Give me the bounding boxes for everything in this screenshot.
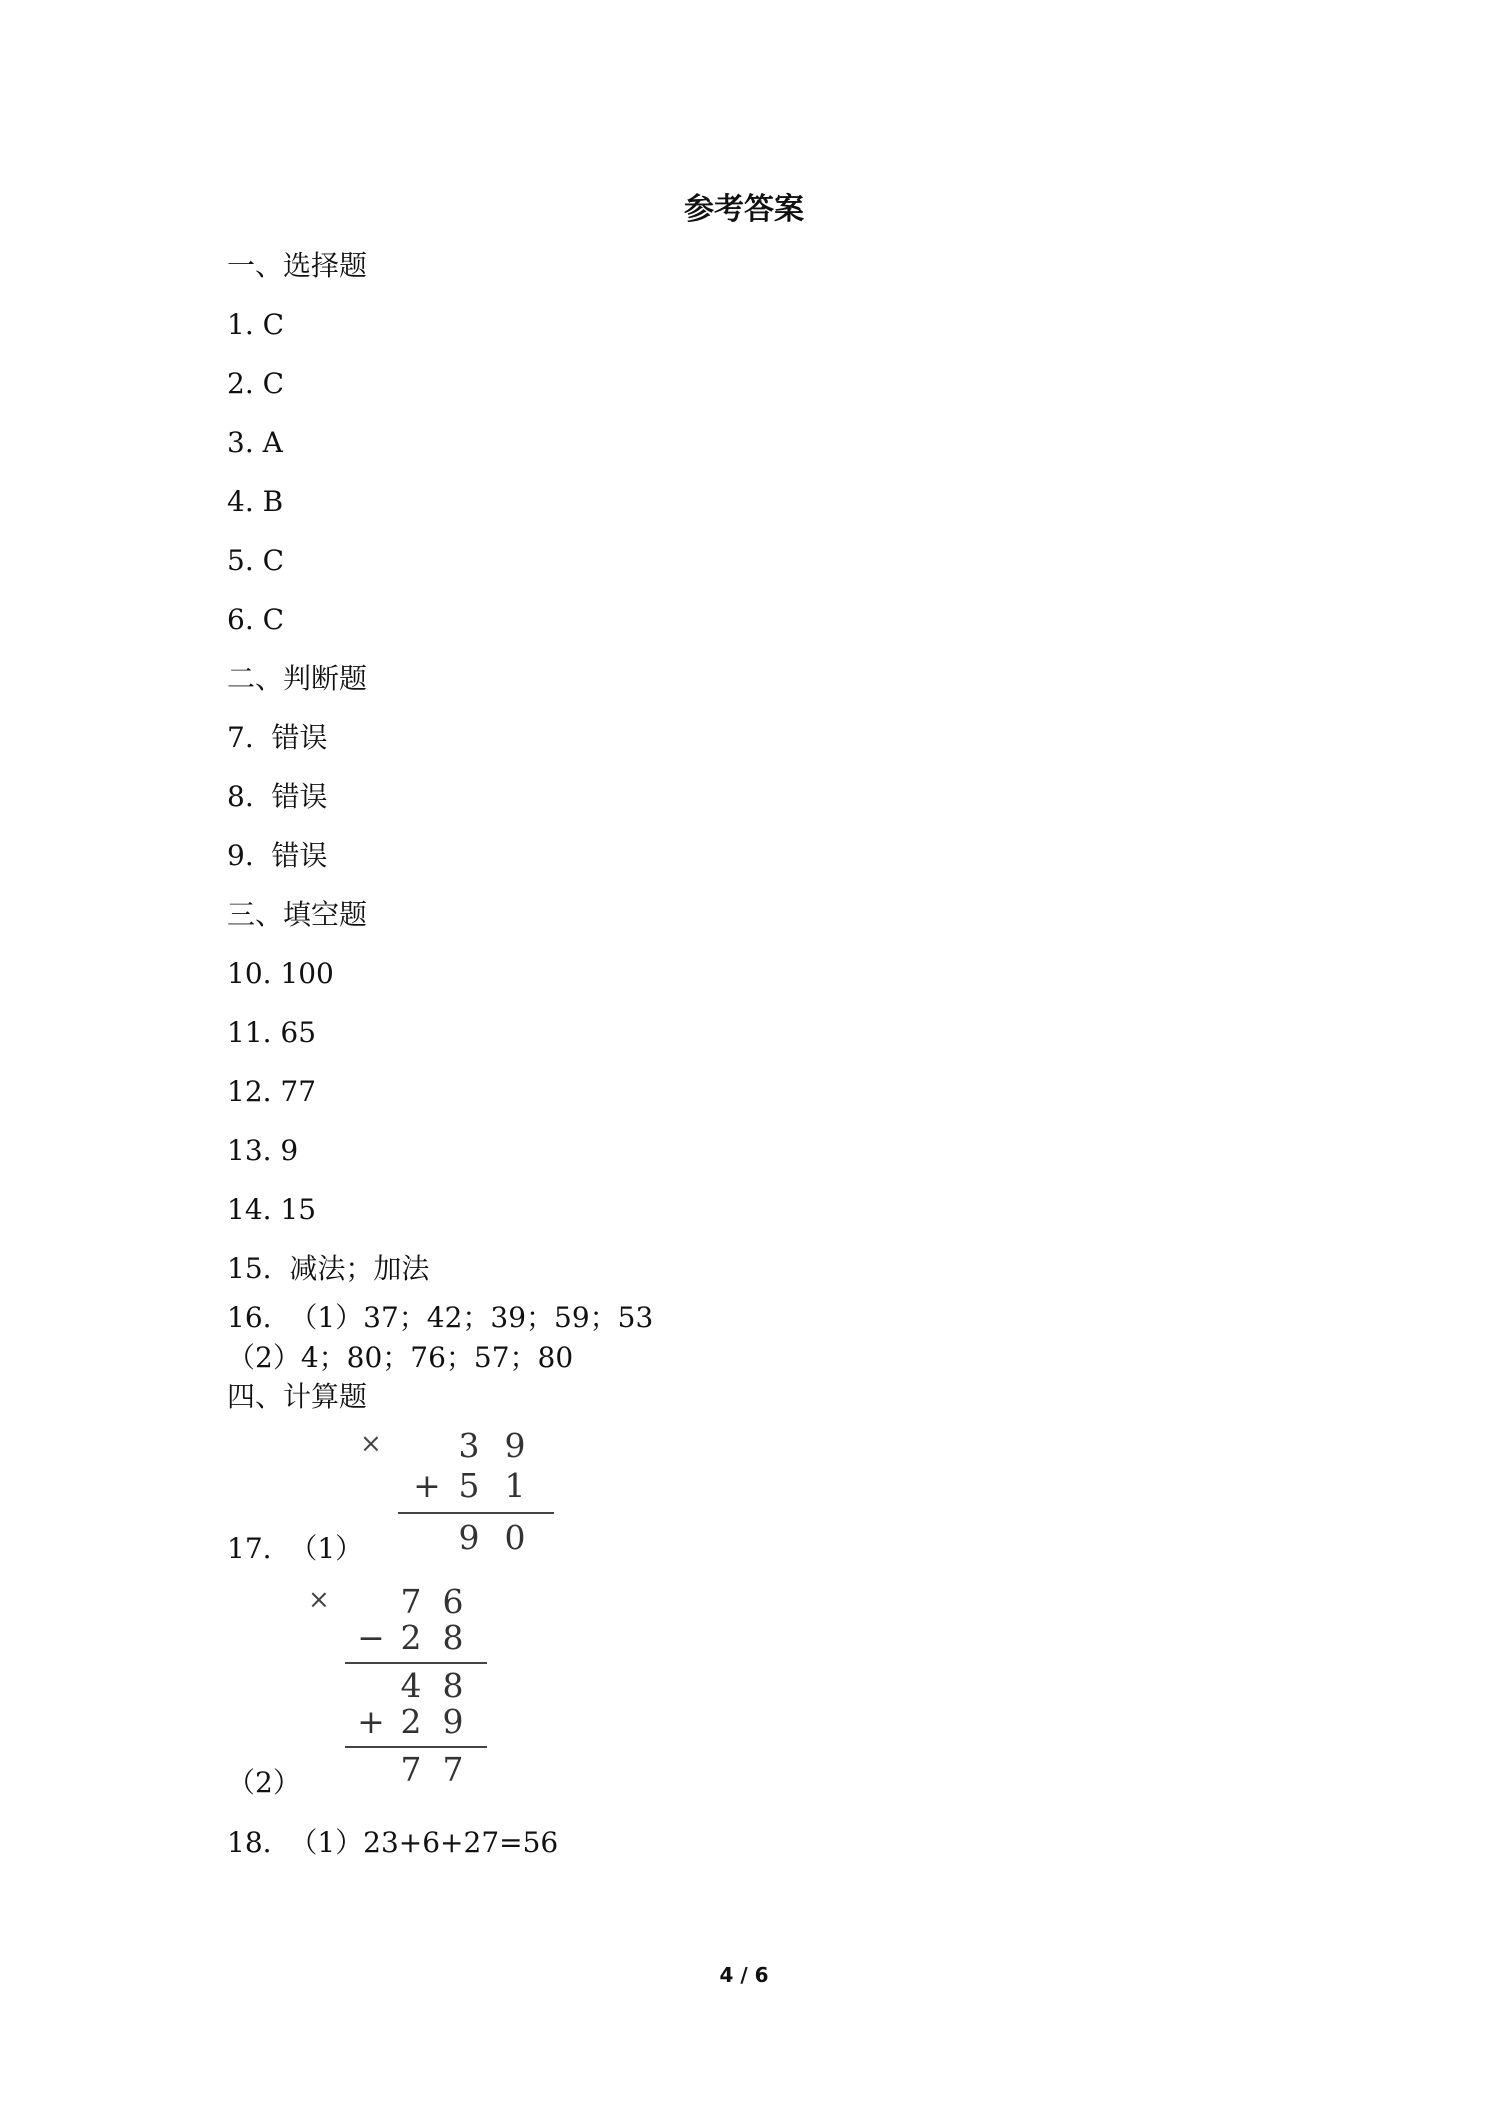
answer-line: 12. 77 <box>227 1075 317 1108</box>
answer-line: 16. （1）37；42；39；59；53 <box>227 1301 654 1334</box>
answer-line: 9. 错误 <box>227 839 328 872</box>
calc-digit: 7 <box>400 1582 422 1621</box>
calc-digit: 3 <box>458 1426 480 1465</box>
answer-line: （2） <box>227 1766 301 1799</box>
section-heading-fill-blank: 三、填空题 <box>227 898 368 931</box>
cross-mark: × <box>308 1585 330 1615</box>
calc-digit: 8 <box>442 1618 464 1657</box>
answer-line: 2. C <box>227 367 285 400</box>
calc-rule <box>398 1512 554 1514</box>
calc-digit: 1 <box>504 1466 526 1505</box>
answer-line: 14. 15 <box>227 1193 317 1226</box>
calc-digit: 6 <box>442 1582 464 1621</box>
cross-mark: × <box>360 1429 382 1459</box>
calc-digit: 5 <box>458 1466 480 1505</box>
answer-line: 10. 100 <box>227 957 334 990</box>
calc-digit: 9 <box>442 1702 464 1741</box>
calc-rule <box>345 1662 487 1664</box>
answer-line: 3. A <box>227 426 283 459</box>
section-heading-calculation: 四、计算题 <box>227 1380 368 1413</box>
answer-line: 8. 错误 <box>227 780 328 813</box>
answer-line: 18. （1）23+6+27=56 <box>227 1826 559 1859</box>
answer-line: 15. 减法；加法 <box>227 1252 430 1285</box>
calc-digit: 7 <box>400 1750 422 1789</box>
answer-line: 1. C <box>227 308 285 341</box>
calc-operator: + <box>357 1702 385 1741</box>
calc-digit: 9 <box>504 1426 526 1465</box>
answer-line: 6. C <box>227 603 285 636</box>
answer-line: 7. 错误 <box>227 721 328 754</box>
section-heading-choice: 一、选择题 <box>227 249 368 282</box>
answer-line: （2）4；80；76；57；80 <box>227 1341 574 1374</box>
calc-digit: 0 <box>504 1518 526 1557</box>
calc-rule <box>345 1746 487 1748</box>
answer-line: 11. 65 <box>227 1016 317 1049</box>
answer-line: 17. （1） <box>227 1532 364 1565</box>
calc-operator: + <box>413 1466 441 1505</box>
answer-line: 5. C <box>227 544 285 577</box>
page-number: 4 / 6 <box>719 1963 769 1987</box>
calc-operator: − <box>357 1618 385 1657</box>
calc-digit: 2 <box>400 1618 422 1657</box>
answer-line: 13. 9 <box>227 1134 299 1167</box>
calc-digit: 9 <box>458 1518 480 1557</box>
answer-line: 4. B <box>227 485 284 518</box>
section-heading-judgement: 二、判断题 <box>227 662 368 695</box>
calc-digit: 4 <box>400 1666 422 1705</box>
page-title: 参考答案 <box>684 192 804 227</box>
calc-digit: 8 <box>442 1666 464 1705</box>
calc-digit: 7 <box>442 1750 464 1789</box>
calc-digit: 2 <box>400 1702 422 1741</box>
